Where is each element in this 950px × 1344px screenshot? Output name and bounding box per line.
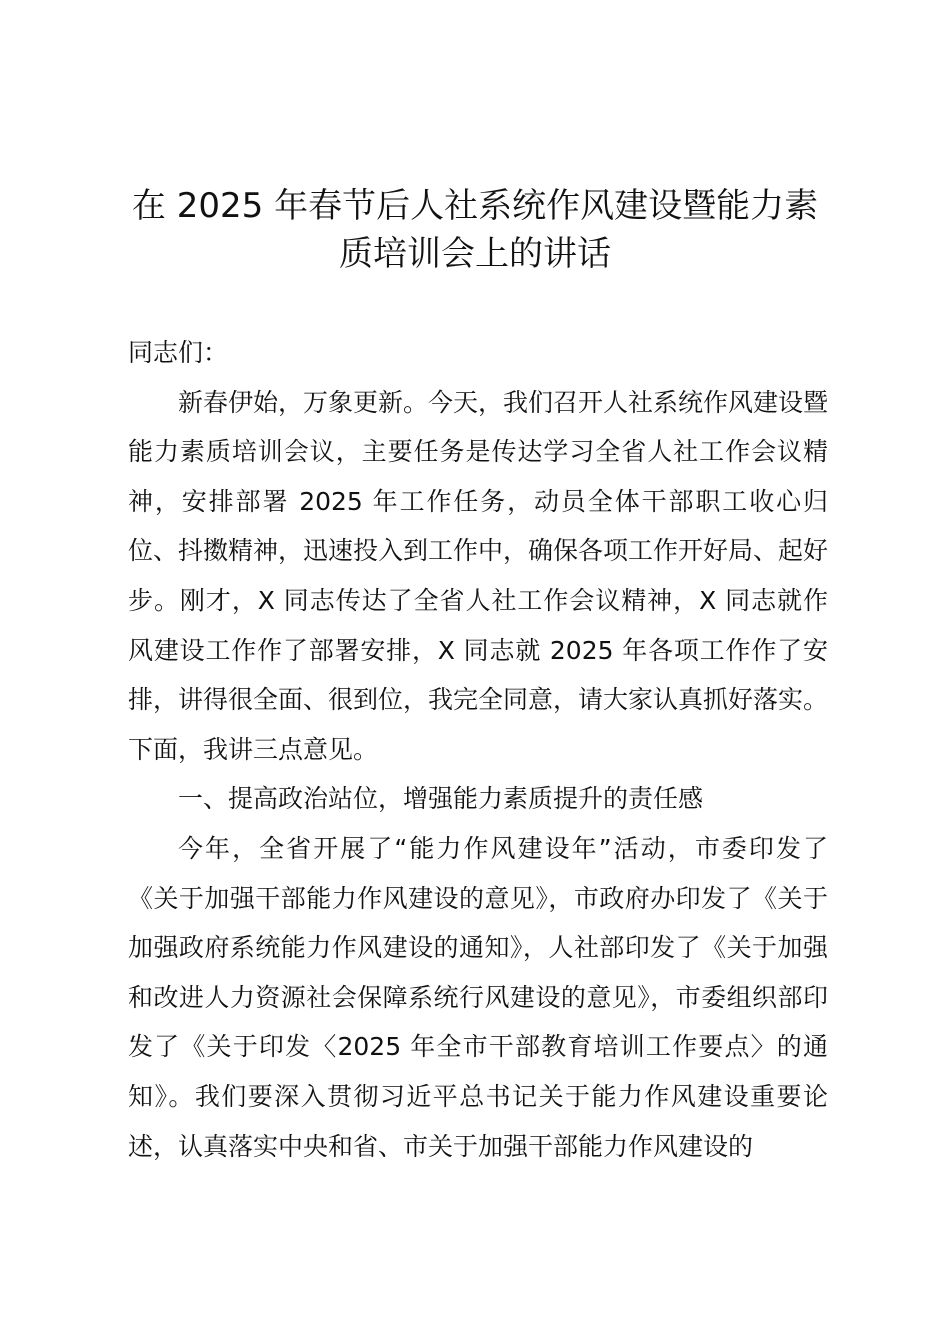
title-line-1: 在 2025 年春节后人社系统作风建设暨能力素 [131,186,819,226]
title-line-2: 质培训会上的讲话 [339,234,611,274]
salutation: 同志们： [128,338,229,367]
section-heading-1: 一、提高政治站位，增强能力素质提升的责任感 [178,784,704,814]
document-title [100,182,850,278]
document-body [128,328,828,1171]
paragraph-section-1: 今年，全省开展了“能力作风建设年”活动，市委印发了《关于加强干部能力作风建设的意见》，市政府办印发了《关于加强政府系统能力作风建设的通知》，人社部印发了《关于加强和改进人力资源社会保障系统行风建设的意见》，市委组织部印发了《关于印发〈2025 年全市干部教育培训工作要点〉的通知》。我们要深入贯彻习近平总书记关于能力作风建设重要论述，认真落实中央和省、市关于加强干部能力作风建设的 [128,833,828,1161]
paragraph-intro: 新春伊始，万象更新。今天，我们召开人社系统作风建设暨能力素质培训会议，主要任务是传达学习全省人社工作会议精神，安排部署 2025 年工作任务，动员全体干部职工收心归位、抖擞精神，迅速投入到工作中，确保各项工作开好局、起好步。刚才，X 同志传达了全省人社工作会议精神，X 同志就作风建设工作作了部署安排，X 同志就 2025 年各项工作作了安排，讲得很全面、很到位，我完全同意，请大家认真抓好落实。下面，我讲三点意见。 [128,387,829,764]
